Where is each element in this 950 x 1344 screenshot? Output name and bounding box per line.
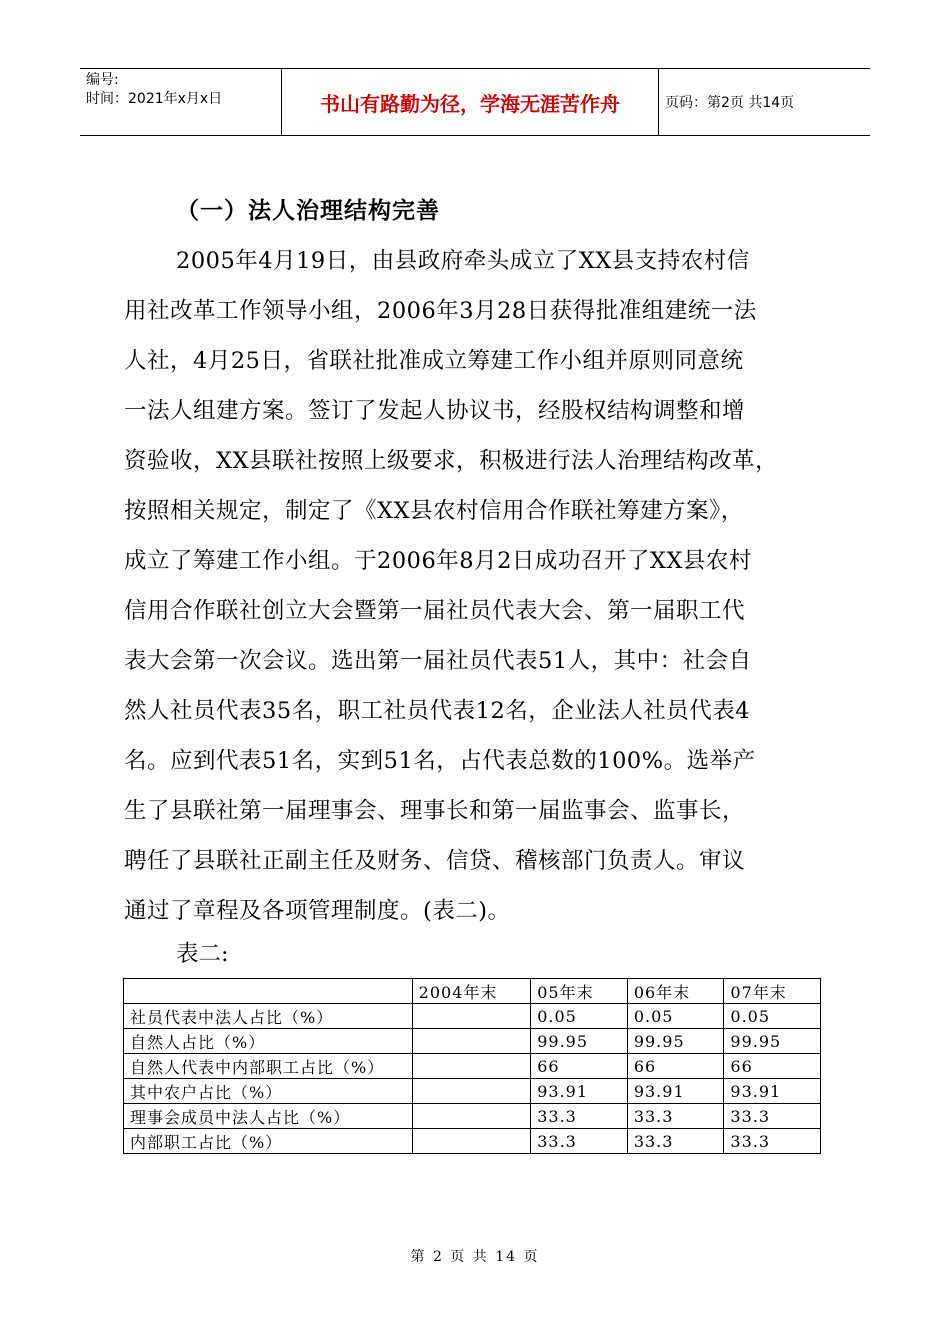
table-cell: 0.05 (627, 1004, 724, 1029)
table-cell: 99.95 (531, 1029, 628, 1054)
page-header (80, 68, 870, 136)
table-cell (412, 1029, 531, 1054)
table-cell (412, 1079, 531, 1104)
body-line: 一法人组建方案。签订了发起人协议书，经股权结构调整和增 (124, 398, 746, 424)
body-line: 成立了筹建工作小组。于2006年8月2日成功召开了XX县农村 (124, 548, 752, 574)
table-cell: 33.3 (724, 1104, 821, 1129)
table-row (124, 1104, 821, 1129)
header-motto: 书山有路勤为径，学海无涯苦作舟 (282, 69, 659, 135)
table-cell: 其中农户占比（%） (124, 1079, 413, 1104)
body-line: 人社，4月25日，省联社批准成立筹建工作小组并原则同意统 (124, 348, 744, 374)
table-cell: 93.91 (627, 1079, 724, 1104)
body-line: 按照相关规定，制定了《XX县农村信用合作联社筹建方案》， (124, 498, 744, 524)
body-line: 表大会第一次会议。选出第一届社员代表51人，其中：社会自 (124, 648, 752, 674)
body-line: 2005年4月19日，由县政府牵头成立了XX县支持农村信 (176, 248, 750, 274)
table-header-cell: 2004年末 (412, 979, 531, 1004)
table-cell: 33.3 (531, 1104, 628, 1129)
table-header-cell: 06年末 (627, 979, 724, 1004)
body-line: 名。应到代表51名，实到51名，占代表总数的100%。选举产 (124, 748, 756, 774)
table-cell: 自然人代表中内部职工占比（%） (124, 1054, 413, 1079)
table-row (124, 1054, 821, 1079)
table-cell (412, 1054, 531, 1079)
table-cell: 内部职工占比（%） (124, 1129, 413, 1154)
table-header-cell: 05年末 (531, 979, 628, 1004)
table-header-cell: 07年末 (724, 979, 821, 1004)
table-cell: 99.95 (627, 1029, 724, 1054)
body-line: 生了县联社第一届理事会、理事长和第一届监事会、监事长， (124, 798, 746, 824)
body-line: 聘任了县联社正副主任及财务、信贷、稽核部门负责人。审议 (124, 848, 746, 874)
table-cell: 66 (531, 1054, 628, 1079)
table-cell: 93.91 (531, 1079, 628, 1104)
table-cell: 66 (627, 1054, 724, 1079)
document-time-label: 时间：2021年x月x日 (86, 91, 223, 107)
table-cell: 社员代表中法人占比（%） (124, 1004, 413, 1029)
body-line: 然人社员代表35名，职工社员代表12名，企业法人社员代表4 (124, 698, 751, 724)
table-cell: 0.05 (531, 1004, 628, 1029)
table-cell (412, 1129, 531, 1154)
table-header-cell (124, 979, 413, 1004)
table-row (124, 1029, 821, 1054)
body-line: 信用合作联社创立大会暨第一届社员代表大会、第一届职工代 (124, 598, 746, 624)
table-cell (412, 1004, 531, 1029)
table-row (124, 1079, 821, 1104)
header-page-info: 页码：第2页 共14页 (665, 95, 795, 111)
data-table (123, 978, 821, 1154)
table-cell: 93.91 (724, 1079, 821, 1104)
table-cell: 33.3 (531, 1129, 628, 1154)
table-header-row (124, 979, 821, 1004)
table-row (124, 1004, 821, 1029)
table-cell: 99.95 (724, 1029, 821, 1054)
document-number-label: 编号: (86, 72, 119, 88)
table-cell (412, 1104, 531, 1129)
table-cell: 33.3 (627, 1104, 724, 1129)
body-line: 通过了章程及各项管理制度。(表二)。 (124, 898, 511, 924)
table-cell: 0.05 (724, 1004, 821, 1029)
table-cell: 33.3 (724, 1129, 821, 1154)
table-cell: 66 (724, 1054, 821, 1079)
page-footer: 第 2 页 共 14 页 (410, 1249, 540, 1265)
body-paragraph (124, 236, 824, 936)
table-cell: 理事会成员中法人占比（%） (124, 1104, 413, 1129)
body-line: 资验收，XX县联社按照上级要求，积极进行法人治理结构改革， (124, 448, 779, 474)
section-title: （一）法人治理结构完善 (176, 198, 440, 224)
header-meta (80, 69, 282, 135)
table-cell: 33.3 (627, 1129, 724, 1154)
table-cell: 自然人占比（%） (124, 1029, 413, 1054)
body-line: 用社改革工作领导小组，2006年3月28日获得批准组建统一法 (124, 298, 757, 324)
table-row (124, 1129, 821, 1154)
table-caption: 表二: (176, 941, 229, 967)
